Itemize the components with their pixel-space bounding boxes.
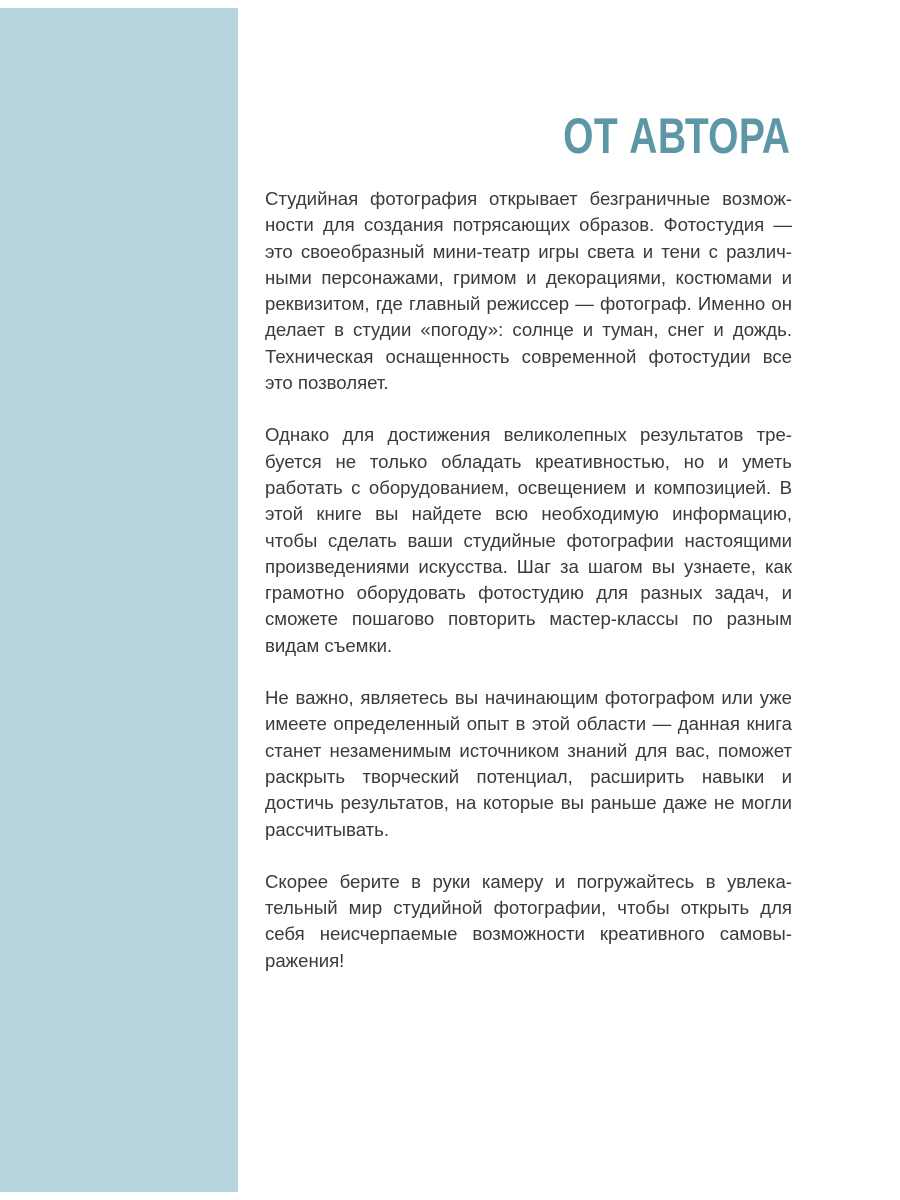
body-text <box>265 186 792 1000</box>
paragraph-4: Скорее берите в руки камеру и погружайтесь в увлекательный мир студийной фотографии, чтобы открыть для себя неисчерпаемые возможности креативного самовыражения! <box>265 870 792 971</box>
paragraph-2: Однако для достижения великолепных результатов требуется не только обладать креативностью, но и уметь работать с оборудованием, освещением и композицией. В этой книге вы найдете всю необходимую информацию, чтобы сделать ваши студийные фотографии настоящими произведениями искусства. Шаг за шагом вы узнаете, как грамотно оборудовать фотостудию для разных задач, и сможете пошагово повторить мастер-классы по разным видам съемки. <box>265 424 792 656</box>
paragraph-1: Студийная фотография открывает безграничные возможности для создания потрясающих образов. Фотостудия — это своеобразный мини-театр игры света и тени с различными персонажами, гримом и декорациями, костюмами и реквизитом, где главный режиссер — фотограф. Именно он делает в студии «погоду»: солнце и туман, снег и дождь. Техническая оснащенность современной фотостудии все это позволяет. <box>265 188 792 394</box>
paragraph-3: Не важно, являетесь вы начинающим фотографом или уже имеете определенный опыт в этой области — данная книга станет незаменимым источником знаний для вас, поможет раскрыть творческий потенциал, расширить навыки и достичь результатов, на которые вы раньше даже не могли рассчитывать. <box>265 687 792 840</box>
page-title: ОТ АВТОРА <box>562 108 790 164</box>
side-color-band <box>0 8 238 1192</box>
